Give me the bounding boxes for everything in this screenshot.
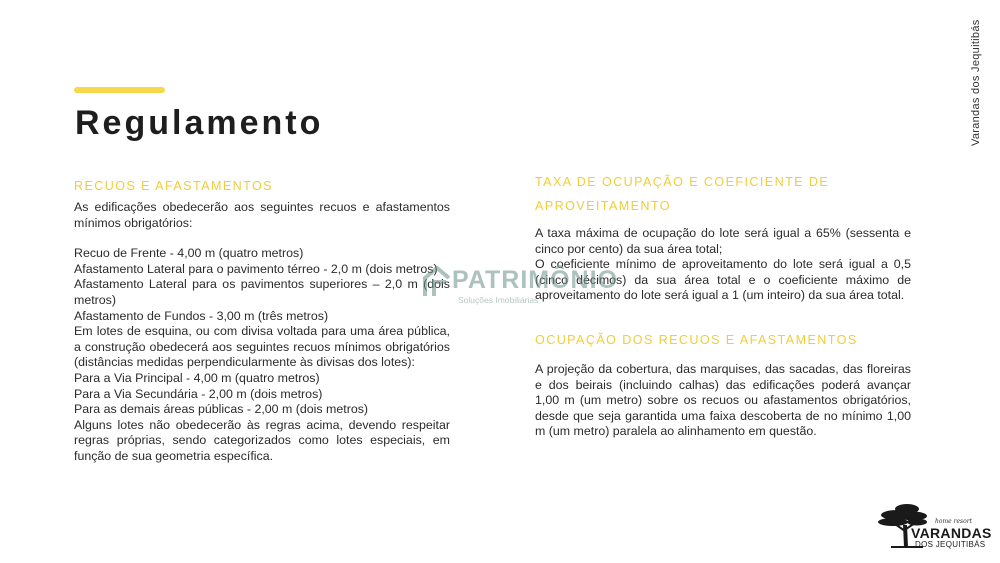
list-item: Para a Via Principal - 4,00 m (quatro metros) [74, 370, 320, 385]
page-title: Regulamento [75, 104, 324, 142]
paragraph-taxa: A taxa máxima de ocupação do lote será igual a 65% (sessenta e cinco por cento) da sua área total; [535, 226, 911, 256]
section-heading-recuos: RECUOS E AFASTAMENTOS [74, 179, 273, 193]
list-item: Alguns lotes não obedecerão às regras acima, devendo respeitar regras próprias, sendo categorizados como lotes especiais, em função de sua geometria específica. [74, 417, 450, 463]
title-accent-bar [74, 87, 165, 93]
watermark-name: PATRIMÔNIO [452, 266, 619, 294]
list-item: Recuo de Frente - 4,00 m (quatro metros) [74, 246, 304, 261]
section-heading-ocupacao: OCUPAÇÃO DOS RECUOS E AFASTAMENTOS [535, 332, 858, 347]
logo-subtitle: DOS JEQUITIBÁS [915, 540, 986, 549]
section-heading-taxa: TAXA DE OCUPAÇÃO E COEFICIENTE DE APROVEITAMENTO [535, 175, 830, 213]
logo-name: VARANDAS [911, 525, 992, 541]
house-icon [422, 264, 452, 298]
watermark-subtitle: Soluções Imobiliárias [458, 295, 539, 305]
list-item: Afastamento de Fundos - 3,00 m (três metros) [74, 308, 329, 323]
list-item: Para a Via Secundária - 2,00 m (dois metros) [74, 386, 323, 401]
list-item: Afastamento Lateral para o pavimento térreo - 2,0 m (dois metros) [74, 261, 438, 276]
right-column [535, 171, 911, 440]
paragraph-ocupacao: A projeção da cobertura, das marquises, das sacadas, das floreiras e dos beirais (incluindo calhas) das edificações poderá avançar 1,00 m (um metro) sobre os recuos ou afastamentos obrigatórios, desde que seja garantida uma faixa descoberta de no mínimo 1,00 m (um metro) paralela ao alinhamento em questão. [535, 361, 911, 439]
spacer [74, 231, 450, 246]
logo-tagline: home resort [935, 518, 973, 525]
intro-paragraph: As edificações obedecerão aos seguintes recuos e afastamentos mínimos obrigatórios: [74, 200, 450, 230]
side-project-label: Varandas dos Jequitibás [970, 19, 982, 146]
paragraph-coeficiente: O coeficiente mínimo de aproveitamento do lote será igual a 0,5 (cinco décimos) da sua área total e o coeficiente máximo de aproveitamento do lote será igual a 1 (um inteiro) da sua área total. [535, 257, 911, 303]
list-item: Em lotes de esquina, ou com divisa voltada para uma área pública, a construção obedecerá aos seguintes recuos mínimos obrigatórios (distâncias medidas perpendicularmente às divisas dos lotes): [74, 324, 450, 370]
list-item: Afastamento Lateral para os pavimentos superiores – 2,0 m (dois metros) [74, 277, 450, 307]
left-column [74, 174, 450, 465]
list-item: Para as demais áreas públicas - 2,00 m (dois metros) [74, 402, 369, 417]
brand-logo [877, 503, 992, 551]
